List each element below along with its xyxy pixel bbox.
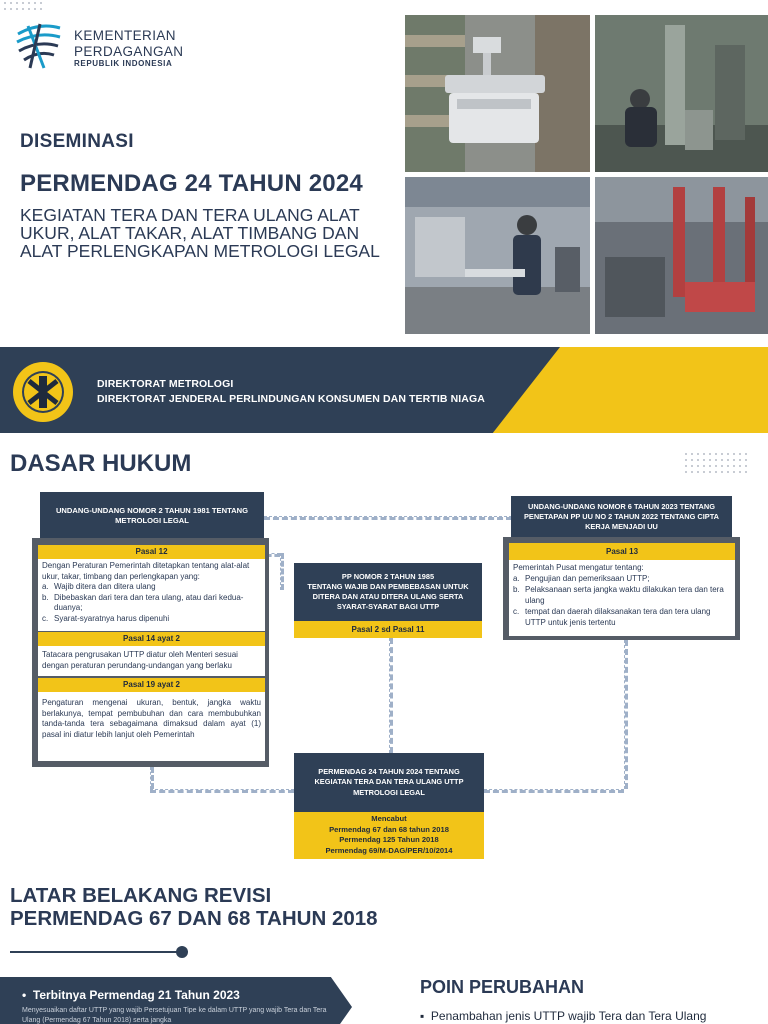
directorate-jenderal: DIREKTORAT JENDERAL PERLINDUNGAN KONSUMEN DAN TERTIB NIAGA [97, 393, 485, 405]
pasal-12-text: Dengan Peraturan Pemerintah ditetapkan tentang alat-alat ukur, takar, timbang dan perlengkapan yang: a. Wajib ditera dan ditera ulang b. Dibebaskan dari tera dan tera ulang, atau dari kedua-duanya; c. Syarat-syaratnya harus dipenuhi [38, 559, 265, 631]
photo-worker-calibration [595, 15, 768, 172]
dasar-hukum-title: DASAR HUKUM [10, 450, 192, 477]
connector-uu6-bottom [624, 640, 628, 789]
title-underline-dot [176, 946, 188, 958]
bullet-permendag-21: • Terbitnya Permendag 21 Tahun 2023 [22, 988, 240, 1002]
mencabut-item: Permendag 69/M-DAG/PER/10/2014 [325, 845, 453, 855]
photo-digital-scale [405, 15, 590, 172]
kemendag-logo-icon [14, 20, 64, 72]
photo-field-verification [405, 177, 590, 334]
list-item: c. tempat dan daerah dilaksanakan tera dan tera ulang UTTP untuk jenis tertentu [513, 607, 711, 627]
permendag-24-mencabut: Mencabut Permendag 67 dan 68 tahun 2018 Permendag 125 Tahun 2018 Permendag 69/M-DAG/PER/10/2014 [294, 812, 484, 859]
list-item: a. Wajib ditera dan ditera ulang [42, 582, 156, 591]
connector-uu2-pp2-v [280, 553, 284, 590]
page-title: PERMENDAG 24 TAHUN 2024 [20, 170, 363, 197]
pasal-13-label: Pasal 13 [509, 543, 735, 560]
subtitle-diseminasi: DISEMINASI [20, 131, 134, 152]
poin-perubahan-title: POIN PERUBAHAN [420, 977, 585, 997]
uu-2-1981-header: UNDANG-UNDANG NOMOR 2 TAHUN 1981 TENTANG METROLOGI LEGAL [40, 492, 264, 540]
pasal-14-label: Pasal 14 ayat 2 [38, 632, 265, 646]
pp-2-1985-pasal: Pasal 2 sd Pasal 11 [294, 621, 482, 638]
bullet-permendag-21-desc: Menyesuaikan daftar UTTP yang wajib Persetujuan Tipe ke dalam UTTP yang wajib Tera dan Tera Ulang (Permendag 67 Tahun 2018) serta jangka [22, 1007, 327, 1024]
dot-pattern-top-left [2, 0, 44, 10]
list-item: b. Pelaksanaan serta jangka waktu dilakukan tera dan tera ulang [513, 585, 724, 605]
connector-pp2-perm24 [389, 638, 393, 753]
list-item: b. Dibebaskan dari tera dan tera ulang, atau dari kedua-duanya; [42, 592, 244, 612]
mencabut-item: Permendag 67 dan 68 tahun 2018 [329, 824, 449, 834]
connector-uu2-perm24 [150, 789, 294, 793]
pasal-19-text: Pengaturan mengenai ukuran, bentuk, jangka waktu berlakunya, tempat pembubuhan dan cara membubuhkan tanda-tanda tera sebagaimana dimaksud dalam ayat (1) pasal ini diatur lebih lanjut oleh Pemerintah [38, 692, 265, 761]
connector-top [264, 516, 512, 520]
kemendag-logo [14, 18, 214, 78]
logo-line-kementerian: KEMENTERIAN [74, 28, 176, 43]
metrology-emblem-icon [12, 361, 74, 423]
dot-pattern-right [683, 451, 749, 475]
list-item: a. Pengujian dan pemeriksaan UTTP; [513, 573, 650, 583]
latar-belakang-title: LATAR BELAKANG REVISI PERMENDAG 67 DAN 68 TAHUN 2018 [10, 884, 378, 930]
pasal-13-text: Pemerintah Pusat mengatur tentang: a. Pengujian dan pemeriksaan UTTP; b. Pelaksanaan serta jangka waktu dilakukan tera dan tera ulang c. tempat dan daerah dilaksanakan tera dan tera ulang UTTP untuk jenis tertentu [509, 560, 735, 636]
photo-weighing-equipment [595, 177, 768, 334]
list-item: c. Syarat-syaratnya harus dipenuhi [42, 613, 170, 623]
pasal-19-label: Pasal 19 ayat 2 [38, 678, 265, 692]
pasal-12-label: Pasal 12 [38, 545, 265, 559]
connector-uu6-perm24 [484, 789, 624, 793]
connector-uu2-bottom [150, 767, 154, 789]
permendag-24-2024-header: PERMENDAG 24 TAHUN 2024 TENTANG KEGIATAN TERA DAN TERA ULANG UTTP METROLOGI LEGAL [294, 753, 484, 812]
uu-6-2023-header: UNDANG-UNDANG NOMOR 6 TAHUN 2023 TENTANG PENETAPAN PP UU NO 2 TAHUN 2022 TENTANG CIPTA KERJA MENJADI UU [511, 496, 732, 538]
pasal-14-text: Tatacara pengrusakan UTTP diatur oleh Menteri sesuai dengan peraturan perundang-undangan yang berlaku [38, 646, 265, 676]
directorate-band [0, 347, 768, 433]
title-description: KEGIATAN TERA DAN TERA ULANG ALAT UKUR, ALAT TAKAR, ALAT TIMBANG DAN ALAT PERLENGKAPAN METROLOGI LEGAL [20, 205, 380, 261]
poin-item: ▪ Penambahan jenis UTTP wajib Tera dan Tera Ulang [420, 1009, 707, 1023]
title-underline [10, 951, 182, 953]
pp-2-1985-header: PP NOMOR 2 TAHUN 1985 TENTANG WAJIB DAN PEMBEBASAN UNTUK DITERA DAN ATAU DITERA ULANG SERTA SYARAT-SYARAT BAGI UTTP [294, 563, 482, 621]
logo-line-perdagangan: PERDAGANGAN [74, 43, 184, 59]
mencabut-item: Permendag 125 Tahun 2018 [339, 835, 439, 844]
directorate-metrologi: DIREKTORAT METROLOGI [97, 378, 234, 390]
logo-line-republik: REPUBLIK INDONESIA [74, 59, 173, 68]
